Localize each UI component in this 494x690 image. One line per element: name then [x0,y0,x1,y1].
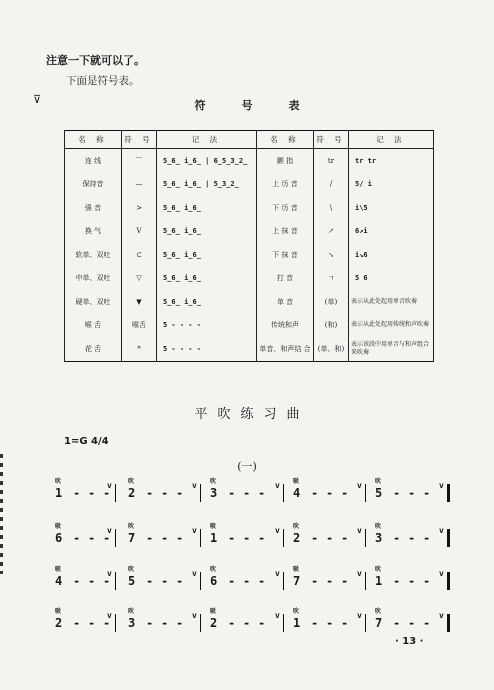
barline [200,529,201,547]
table-row [65,196,434,220]
cell-notation: 5̲6̲ i̲6̲ [157,243,257,267]
note: 1 [375,574,383,588]
rest-dash: - [423,616,431,630]
cell-notation-2: tr tr [349,149,434,173]
rest-dash: - [176,616,184,630]
breath-mark: v [107,569,112,578]
end-barline [447,572,450,590]
end-barline [447,529,450,547]
cell-name-2: 传统和声 [257,314,314,338]
breath-direction-mark: 吹 [128,478,135,485]
rest-dash: - [103,531,111,545]
table-row [65,314,434,338]
note: 3 [128,616,136,630]
barline [115,484,116,502]
breath-mark: v [275,611,280,620]
breath-mark: v [439,526,444,535]
cell-name-2: 打 音 [257,267,314,291]
key-signature: 1=G 4/4 [64,436,109,447]
cell-symbol: — [122,173,157,197]
barline [200,614,201,632]
cell-symbol: ⊂ [122,243,157,267]
rest-dash: - [73,486,81,500]
rest-dash: - [243,486,251,500]
rest-dash: - [311,574,319,588]
breath-mark: v [192,611,197,620]
cell-symbol-2: tr [314,149,349,173]
rest-dash: - [176,574,184,588]
breath-mark: v [439,481,444,490]
breath-mark: v [275,569,280,578]
table-row [65,220,434,244]
barline [200,572,201,590]
cell-symbol-2: (和) [314,314,349,338]
margin-mark: ⊽ [33,93,42,106]
cell-symbol: ▼ [122,290,157,314]
rest-dash: - [161,574,169,588]
rest-dash: - [146,486,154,500]
rest-dash: - [243,531,251,545]
rest-dash: - [176,486,184,500]
cell-notation-2: i↘6 [349,243,434,267]
rest-dash: - [243,616,251,630]
rest-dash: - [393,486,401,500]
barline [365,614,366,632]
cell-symbol-2: (单) [314,290,349,314]
breath-direction-mark: 吹 [375,608,382,615]
rest-dash: - [73,616,81,630]
breath-mark: v [107,611,112,620]
barline [283,614,284,632]
breath-direction-mark: 吹 [128,608,135,615]
rest-dash: - [73,531,81,545]
breath-direction-mark: 吸 [55,608,62,615]
rest-dash: - [408,616,416,630]
breath-direction-mark: 吸 [293,566,300,573]
breath-direction-mark: 吸 [293,478,300,485]
breath-direction-mark: 吹 [128,566,135,573]
rest-dash: - [341,531,349,545]
breath-mark: v [192,569,197,578]
breath-mark: v [275,526,280,535]
cell-notation: 5̲6̲ i̲6̲ [157,267,257,291]
cell-notation-2: 表示该段中用单音与和声组合来吹奏 [349,337,434,361]
breath-direction-mark: 吸 [210,523,217,530]
cell-name: 硬单、双吐 [65,290,122,314]
breath-direction-mark: 吹 [293,608,300,615]
note: 1 [55,486,63,500]
table-title: 符号表 [194,99,336,112]
rest-dash: - [103,616,111,630]
rest-dash: - [228,574,236,588]
note: 4 [55,574,63,588]
cell-symbol: ⌒ [122,149,157,173]
rest-dash: - [146,531,154,545]
cell-name: 喉 舌 [65,314,122,338]
cell-name-2: 上 历 音 [257,173,314,197]
cell-notation-2: i\5 [349,196,434,220]
barline [283,529,284,547]
cell-symbol-2: ↗ [314,220,349,244]
rest-dash: - [103,574,111,588]
breath-mark: v [275,481,280,490]
score-line [0,523,494,553]
rest-dash: - [311,616,319,630]
rest-dash: - [228,616,236,630]
note: 3 [210,486,218,500]
table-row [65,267,434,291]
cell-name-2: 下 抹 音 [257,243,314,267]
note: 2 [128,486,136,500]
cell-name: 软单、双吐 [65,243,122,267]
breath-direction-mark: 吹 [293,523,300,530]
rest-dash: - [146,616,154,630]
header-name: 名 称 [65,131,122,149]
rest-dash: - [161,616,169,630]
table-row [65,149,434,173]
breath-direction-mark: 吹 [128,523,135,530]
barline [283,572,284,590]
breath-direction-mark: 吹 [210,478,217,485]
binding-edge [0,454,3,574]
breath-mark: v [357,481,362,490]
cell-notation: 5 - - - - [157,337,257,361]
section-title: 平吹练习曲 [194,407,310,422]
note: 7 [375,616,383,630]
rest-dash: - [258,486,266,500]
score-line [0,478,494,508]
table-row [65,290,434,314]
barline [200,484,201,502]
cell-notation-2: 5/ i [349,173,434,197]
symbol-table [64,130,434,362]
note: 1 [210,531,218,545]
rest-dash: - [326,616,334,630]
rest-dash: - [88,616,96,630]
rest-dash: - [88,486,96,500]
cell-name-2: 下 历 音 [257,196,314,220]
cell-symbol-2: ↘ [314,243,349,267]
cell-symbol: ▽ [122,267,157,291]
rest-dash: - [423,486,431,500]
barline [115,614,116,632]
breath-mark: v [192,481,197,490]
cell-name-2: 上 抹 音 [257,220,314,244]
note: 6 [210,574,218,588]
barline [283,484,284,502]
cell-notation-2: 5 6 [349,267,434,291]
rest-dash: - [341,616,349,630]
cell-name: 保持音 [65,173,122,197]
cell-symbol-2: / [314,173,349,197]
breath-mark: v [107,481,112,490]
rest-dash: - [88,574,96,588]
breath-mark: v [357,611,362,620]
end-barline [447,484,450,502]
barline [115,529,116,547]
barline [365,529,366,547]
rest-dash: - [146,574,154,588]
note: 3 [375,531,383,545]
breath-mark: v [357,569,362,578]
barline [115,572,116,590]
rest-dash: - [228,486,236,500]
breath-direction-mark: 吹 [55,478,62,485]
breath-mark: v [439,569,444,578]
rest-dash: - [393,531,401,545]
end-barline [447,614,450,632]
breath-direction-mark: 吹 [375,566,382,573]
cell-symbol-2: ㄱ [314,267,349,291]
note: 6 [55,531,63,545]
cell-notation: 5 - - - - [157,314,257,338]
cell-name: 强 音 [65,196,122,220]
cell-symbol: > [122,196,157,220]
table-row [65,337,434,361]
cell-symbol: V [122,220,157,244]
cell-symbol: 喉舌 [122,314,157,338]
cell-name-2: 单 音 [257,290,314,314]
rest-dash: - [176,531,184,545]
header-notation-2: 记 法 [349,131,434,149]
header-notation: 记 法 [157,131,257,149]
cell-name-2: 颤 指 [257,149,314,173]
part-label: (一) [237,460,257,473]
note: 5 [375,486,383,500]
rest-dash: - [258,574,266,588]
rest-dash: - [423,531,431,545]
table-header-row [65,131,434,149]
breath-mark: v [439,611,444,620]
note: 2 [293,531,301,545]
cell-notation: 5̲6̲ i̲6̲ [157,220,257,244]
rest-dash: - [341,486,349,500]
note: 2 [55,616,63,630]
rest-dash: - [341,574,349,588]
rest-dash: - [228,531,236,545]
note: 7 [293,574,301,588]
note: 1 [293,616,301,630]
cell-symbol-2: (单、和) [314,337,349,361]
breath-mark: v [192,526,197,535]
breath-direction-mark: 吸 [55,523,62,530]
rest-dash: - [161,486,169,500]
cell-name: 换 气 [65,220,122,244]
breath-mark: v [357,526,362,535]
rest-dash: - [423,574,431,588]
intro-line-1: 注意一下就可以了。 [46,54,145,67]
cell-notation-2: 6↗i [349,220,434,244]
rest-dash: - [393,616,401,630]
cell-symbol-2: \ [314,196,349,220]
note: 4 [293,486,301,500]
breath-direction-mark: 吹 [375,478,382,485]
note: 5 [128,574,136,588]
rest-dash: - [73,574,81,588]
page-number: · 13 · [395,636,424,647]
cell-notation-2: 表示从此处起用传统和声吹奏 [349,314,434,338]
rest-dash: - [326,531,334,545]
barline [365,484,366,502]
cell-notation: 5̲6̲ i̲6̲ | 6̲5̲3̲2̲ [157,149,257,173]
rest-dash: - [311,486,319,500]
rest-dash: - [408,531,416,545]
cell-symbol: * [122,337,157,361]
note: 7 [128,531,136,545]
header-symbol-2: 符 号 [314,131,349,149]
cell-name: 连 线 [65,149,122,173]
rest-dash: - [161,531,169,545]
rest-dash: - [258,616,266,630]
rest-dash: - [88,531,96,545]
table-row [65,243,434,267]
rest-dash: - [393,574,401,588]
cell-notation: 5̲6̲ i̲6̲ [157,290,257,314]
rest-dash: - [243,574,251,588]
breath-mark: v [107,526,112,535]
rest-dash: - [258,531,266,545]
breath-direction-mark: 吹 [375,523,382,530]
intro-line-2: 下面是符号表。 [66,75,140,87]
header-symbol: 符 号 [122,131,157,149]
rest-dash: - [408,574,416,588]
table-row [65,173,434,197]
cell-notation: 5̲6̲ i̲6̲ [157,196,257,220]
score-line [0,608,494,638]
cell-name-2: 单音、和声结 合 [257,337,314,361]
cell-notation: 5̲6̲ i̲6̲ | 5̲3̲2̲ [157,173,257,197]
header-name-2: 名 称 [257,131,314,149]
cell-name: 中单、双吐 [65,267,122,291]
cell-name: 花 舌 [65,337,122,361]
score-line [0,566,494,596]
note: 2 [210,616,218,630]
cell-notation-2: 表示从此处起用单音吹奏 [349,290,434,314]
breath-direction-mark: 吹 [210,566,217,573]
breath-direction-mark: 吸 [210,608,217,615]
rest-dash: - [326,486,334,500]
rest-dash: - [326,574,334,588]
breath-direction-mark: 吸 [55,566,62,573]
rest-dash: - [408,486,416,500]
barline [365,572,366,590]
rest-dash: - [103,486,111,500]
rest-dash: - [311,531,319,545]
